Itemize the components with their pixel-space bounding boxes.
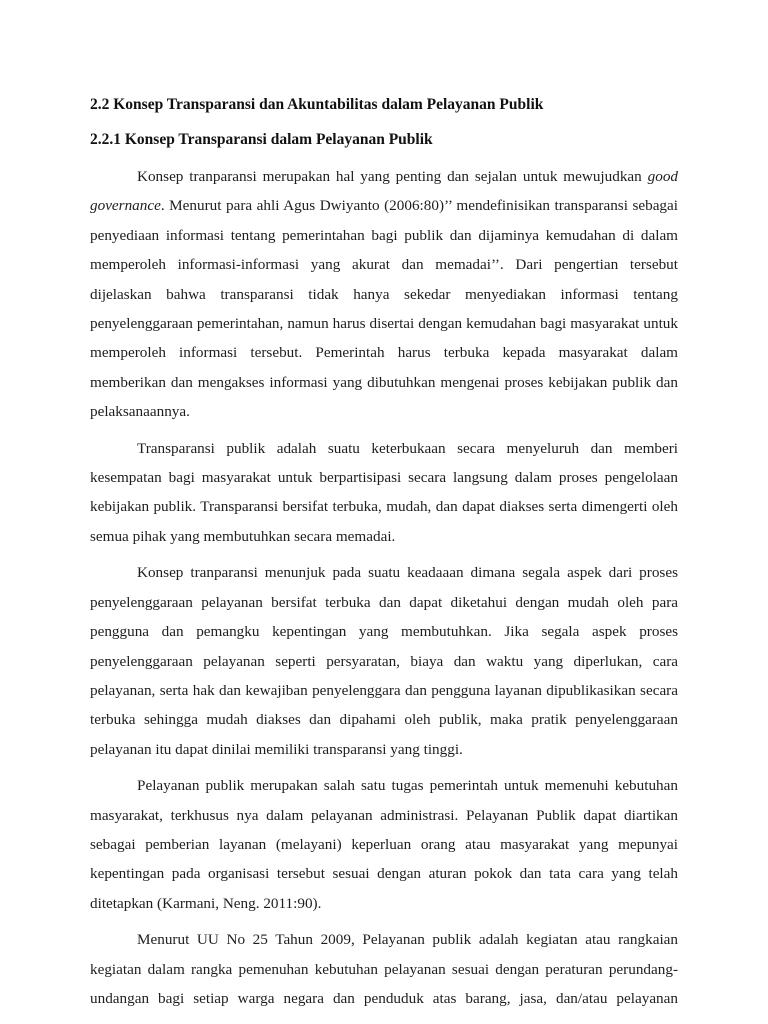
section-heading: 2.2 Konsep Transparansi dan Akuntabilitas dalam Pelayanan Publik bbox=[90, 96, 544, 113]
paragraph-uu-definition: Menurut UU No 25 Tahun 2009, Pelayanan publik adalah kegiatan atau rangkaian kegiatan dalam rangka pemenuhan kebutuhan pelayanan sesuai dengan peraturan perundang-undangan bagi setiap warga negara dan penduduk atas barang, jasa, dan/atau pelayanan bbox=[90, 931, 678, 1007]
paragraph-text: . Menurut para ahli Agus Dwiyanto (2006:80)’’ mendefinisikan transparansi sebagai penyediaan informasi tentang pemerintahan bagi publik dan dijaminya kemudahan di dalam memperoleh informasi-informasi yang akurat dan memadai’’. Dari pengertian tersebut dijelaskan bahwa transparansi tidak hanya sekedar menyediakan informasi tentang penyelenggaraan pemerintahan, namun harus disertai dengan kemudahan bagi masyarakat untuk memperoleh informasi tersebut. Pemerintah harus terbuka kepada masyarakat dalam memberikan dan mengakses informasi yang dibutuhkan mengenai proses kebijakan publik dan pelaksanaannya. bbox=[90, 197, 678, 421]
italic-term: good governance bbox=[90, 168, 678, 215]
paragraph-text: Konsep tranparansi merupakan hal yang penting dan sejalan untuk mewujudkan bbox=[137, 168, 648, 185]
document-page bbox=[90, 90, 678, 1013]
paragraph-public-transparency: Transparansi publik adalah suatu keterbukaan secara menyeluruh dan memberi kesempatan bagi masyarakat untuk berpartisipasi secara langsung dalam proses pengelolaan kebijakan publik. Transparansi bersifat terbuka, mudah, dan dapat diakses serta dimengerti oleh semua pihak yang membutuhkan secara memadai. bbox=[90, 439, 678, 545]
paragraph-transparency-concept bbox=[90, 162, 678, 427]
paragraph-public-service: Pelayanan publik merupakan salah satu tugas pemerintah untuk memenuhi kebutuhan masyarakat, terkhusus nya dalam pelayanan administrasi. Pelayanan Publik dapat diartikan sebagai pemberian layanan (melayani) keperluan orang atau masyarakat yang mepunyai kepentingan pada organisasi tersebut sesuai dengan aturan pokok dan tata cara yang telah ditetapkan (Karmani, Neng. 2011:90). bbox=[90, 777, 678, 912]
paragraph-transparency-service: Konsep tranparansi menunjuk pada suatu keadaaan dimana segala aspek dari proses penyelenggaraan pelayanan bersifat terbuka dan dapat diketahui dengan mudah oleh para pengguna dan pemangku kepentingan yang membutuhkan. Jika segala aspek proses penyelenggaraan pelayanan seperti persyaratan, biaya dan waktu yang diperlukan, cara pelayanan, serta hak dan kewajiban penyelenggara dan pengguna layanan dipublikasikan secara terbuka sehingga mudah diakses dan dipahami oleh publik, maka pratik penyelenggaraan pelayanan itu dapat dinilai memiliki transparansi yang tinggi. bbox=[90, 564, 678, 758]
subsection-heading: 2.2.1 Konsep Transparansi dalam Pelayanan Publik bbox=[90, 131, 433, 148]
